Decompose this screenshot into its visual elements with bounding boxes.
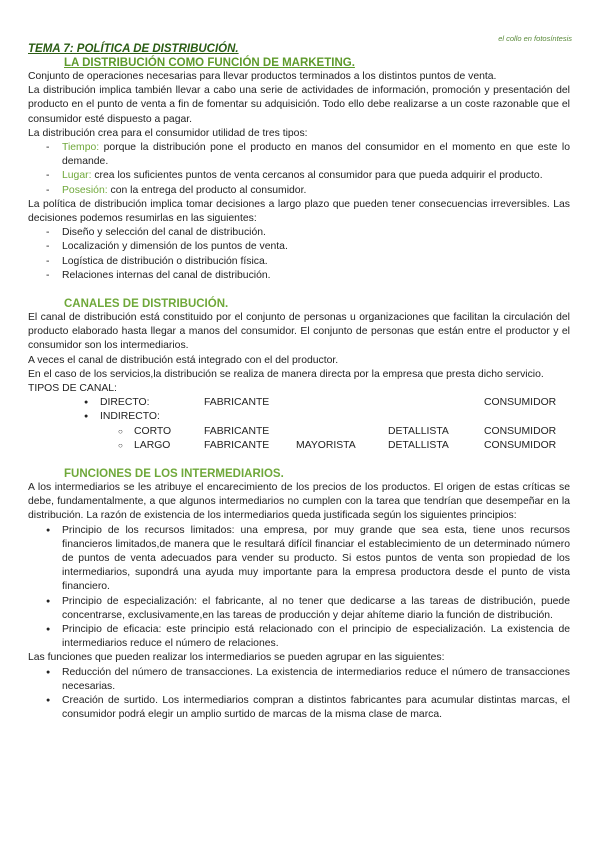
list-item bbox=[28, 141, 570, 169]
channel-step: CONSUMIDOR bbox=[484, 439, 557, 451]
list-item bbox=[28, 184, 570, 198]
channel-step: FABRICANTE bbox=[204, 439, 270, 451]
utility-list bbox=[28, 141, 570, 198]
item-text: crea los suficientes puntos de venta cercanos al consumidor para que pueda adquirir el producto. bbox=[91, 170, 543, 182]
page-title: TEMA 7: POLÍTICA DE DISTRIBUCIÓN. bbox=[28, 43, 239, 55]
channel-step: DETALLISTA bbox=[388, 425, 449, 437]
item-text: porque la distribución pone el producto en manos del consumidor en el momento en que este lo demande. bbox=[62, 142, 570, 168]
channel-direct-row bbox=[28, 396, 570, 410]
circle-bullet-icon: ○ bbox=[118, 426, 123, 436]
bullet-icon: ● bbox=[84, 413, 89, 421]
list-item: - Logística de distribución o distribución física. bbox=[28, 255, 570, 269]
paragraph: A veces el canal de distribución está integrado con el del productor. bbox=[28, 354, 339, 366]
document-content bbox=[28, 42, 570, 722]
paragraph: La distribución implica también llevar a cabo una serie de actividades de información, promoción y presentación del producto en el punto de venta a fin de fomentar su adquisición. Todo ello debe realizarse a un coste razonable que el consumidor esté dispuesto a pagar. bbox=[28, 85, 570, 125]
paragraph: En el caso de los servicios,la distribución se realiza de manera directa por la empresa que presta dicho servicio. bbox=[28, 368, 544, 380]
paragraph: La distribución crea para el consumidor utilidad de tres tipos: bbox=[28, 127, 308, 139]
channel-step: FABRICANTE bbox=[204, 397, 270, 409]
section-heading-canales: CANALES DE DISTRIBUCIÓN. bbox=[64, 298, 229, 311]
term: Lugar: bbox=[62, 170, 92, 182]
list-item: ● Principio de especialización: el fabricante, al no tener que dedicarse a las tareas de distribución, puede concentrarse, exclusivamente,en las tareas de producción y dejar ahíteme diario la función de distribución. bbox=[28, 595, 570, 623]
paragraph: El canal de distribución está constituido por el conjunto de personas u organizaciones que facilitan la circulación del producto elaborado hasta llegar a manos del consumidor. El conjunto de personas que están entre el productor y el consumidor son los intermediarios. bbox=[28, 312, 570, 352]
paragraph: Conjunto de operaciones necesarias para llevar productos terminados a los distintos puntos de venta. bbox=[28, 71, 497, 82]
paragraph: A los intermediarios se les atribuye el encarecimiento de los precios de los productos. El origen de estas críticas se debe, fundamentalmente, a que algunos intermediarios no cumplen con la tarea que tendrían que desempeñar en la distribución. La razón de existencia de los intermediarios queda justificada según los siguientes principios: bbox=[28, 482, 570, 522]
channel-short-row bbox=[28, 425, 570, 439]
paragraph: Las funciones que pueden realizar los intermediarios se pueden agrupar en las siguientes: bbox=[28, 652, 445, 664]
channel-step: FABRICANTE bbox=[204, 425, 270, 437]
list-item: ● Principio de eficacia: este principio está relacionado con el principio de especialización. La existencia de intermediarios reduce el número de relaciones. bbox=[28, 623, 570, 651]
list-item: - Localización y dimensión de los puntos de venta. bbox=[28, 240, 570, 254]
channel-types-label: TIPOS DE CANAL: bbox=[28, 383, 117, 395]
watermark: el collo en fotosíntesis bbox=[498, 34, 572, 43]
item-text: con la entrega del producto al consumidor. bbox=[107, 184, 307, 196]
list-item: ● Creación de surtido. Los intermediarios compran a distintos fabricantes para acumular distintas marcas, el consumidor podrá elegir un amplio surtido de marcas de la misma clase de marca. bbox=[28, 694, 570, 722]
channel-long-row bbox=[28, 439, 570, 453]
channel-label: LARGO bbox=[134, 439, 171, 451]
channel-step: CONSUMIDOR bbox=[484, 425, 557, 437]
channel-indirect-row bbox=[28, 410, 570, 424]
principles-list bbox=[28, 524, 570, 652]
term: Tiempo: bbox=[62, 142, 100, 154]
list-item: ● Reducción del número de transacciones. La existencia de intermediarios reduce el número de transacciones necesarias. bbox=[28, 666, 570, 694]
channel-step: CONSUMIDOR bbox=[484, 397, 557, 409]
channel-step: MAYORISTA bbox=[296, 439, 356, 451]
section-heading-intermediarios: FUNCIONES DE LOS INTERMEDIARIOS. bbox=[64, 468, 284, 481]
list-item: ● Principio de los recursos limitados: una empresa, por muy grande que sea esta, tiene unos recursos financieros limitados,de manera que le resultará difícil financiar el establecimiento de un determinado número de puntos de venta adecuados para vender su producto. Si estos puntos de venta son propiedad de los intermediarios, supondrá una ayuda muy importante para la empresa productora desde el punto de vista financiero. bbox=[28, 524, 570, 595]
list-item: - Relaciones internas del canal de distribución. bbox=[28, 269, 570, 283]
list-item bbox=[28, 169, 570, 183]
paragraph: La política de distribución implica tomar decisiones a largo plazo que pueden tener consecuencias irreversibles. Las decisiones podemos resumirlas en las siguientes: bbox=[28, 198, 570, 225]
circle-bullet-icon: ○ bbox=[118, 440, 123, 450]
channel-label: DIRECTO: bbox=[100, 397, 150, 409]
functions-list bbox=[28, 666, 570, 723]
channel-label: CORTO bbox=[134, 425, 172, 437]
channel-step: DETALLISTA bbox=[388, 439, 449, 451]
bullet-icon: ● bbox=[84, 399, 89, 407]
decision-list bbox=[28, 226, 570, 283]
term: Posesión: bbox=[62, 184, 108, 196]
section-heading-marketing: LA DISTRIBUCIÓN COMO FUNCIÓN DE MARKETING. bbox=[64, 57, 355, 69]
channel-label: INDIRECTO: bbox=[100, 411, 160, 423]
list-item: - Diseño y selección del canal de distribución. bbox=[28, 226, 570, 240]
